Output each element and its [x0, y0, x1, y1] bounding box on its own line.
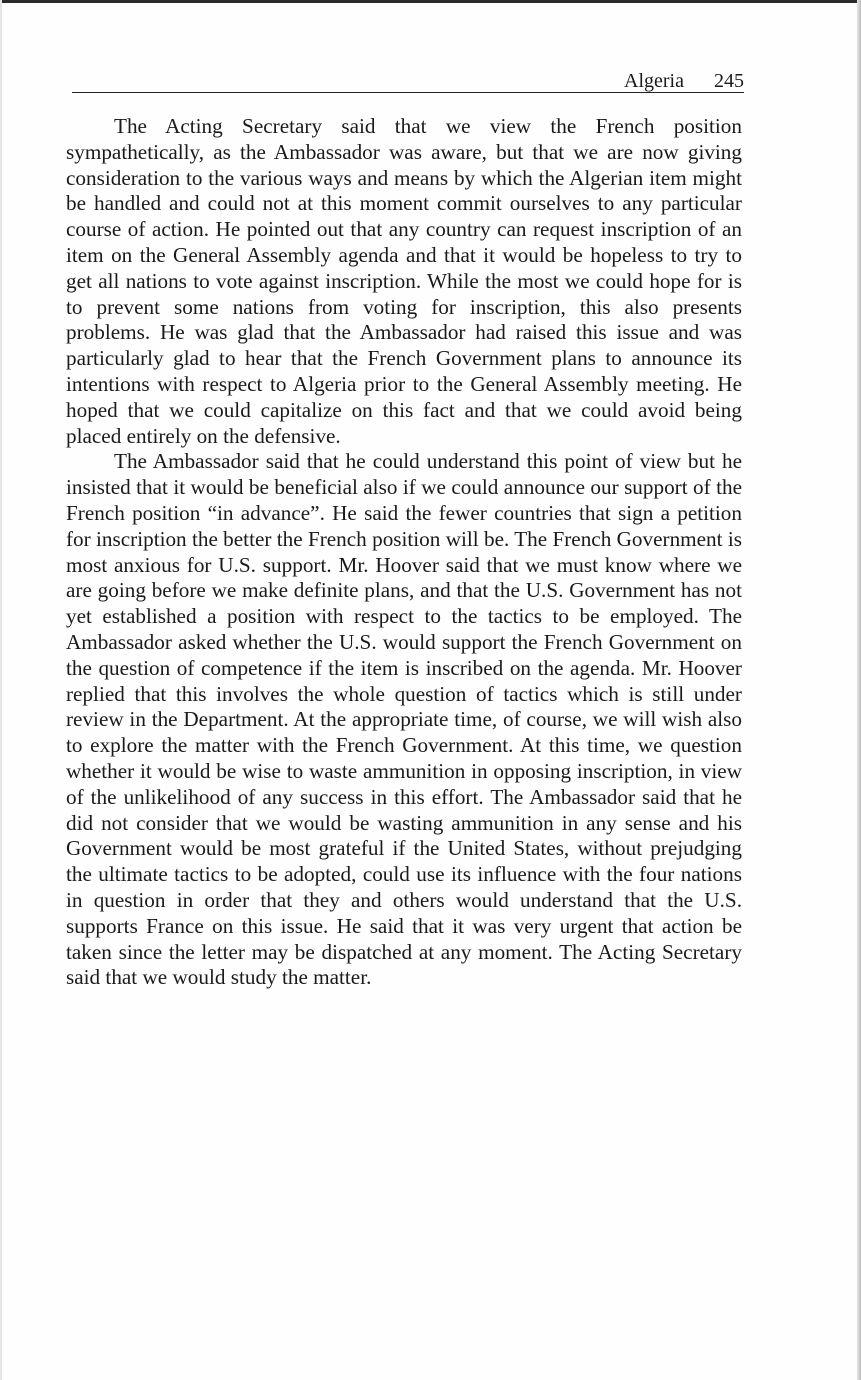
page-left-edge: [0, 0, 2, 1380]
body-text: [66, 114, 742, 991]
page-top-edge: [0, 0, 861, 3]
running-head: [72, 68, 744, 93]
paragraph-1: The Acting Secretary said that we view the French position sympathetically, as the Ambassador was aware, but that we are now giving consideration to the various ways and means by which the Algerian item might be handled and could not at this moment commit ourselves to any particular course of action. He pointed out that any country can request inscription of an item on the General Assembly agenda and that it would be hopeless to try to get all nations to vote against inscription. While the most we could hope for is to prevent some nations from voting for inscription, this also presents problems. He was glad that the Ambassador had raised this issue and was particularly glad to hear that the French Government plans to announce its intentions with respect to Algeria prior to the General Assembly meeting. He hoped that we could capitalize on this fact and that we could avoid being placed entirely on the defensive.: [66, 114, 742, 448]
running-head-title: Algeria: [624, 70, 684, 92]
page-number: 245: [714, 70, 744, 92]
paragraph-2: The Ambassador said that he could understand this point of view but he insisted that it would be beneficial also if we could announce our support of the French position “in advance”. He said the fewer countries that sign a petition for inscription the better the French position will be. The French Government is most anxious for U.S. support. Mr. Hoover said that we must know where we are going before we make definite plans, and that the U.S. Government has not yet established a position with respect to the tactics to be employed. The Ambassador asked whether the U.S. would support the French Government on the question of competence if the item is inscribed on the agenda. Mr. Hoover replied that this involves the whole question of tactics which is still under review in the Department. At the appropriate time, of course, we will wish also to explore the matter with the French Government. At this time, we question whether it would be wise to waste ammunition in opposing inscription, in view of the unlikelihood of any success in this effort. The Ambassador said that he did not consider that we would be wasting ammunition in any sense and his Government would be most grateful if the United States, without prejudging the ultimate tactics to be adopted, could use its influence with the four nations in question in order that they and others would understand that the U.S. supports France on this issue. He said that it was very urgent that action be taken since the letter may be dispatched at any moment. The Acting Secretary said that we would study the matter.: [66, 449, 742, 990]
page-right-edge: [857, 0, 861, 1380]
